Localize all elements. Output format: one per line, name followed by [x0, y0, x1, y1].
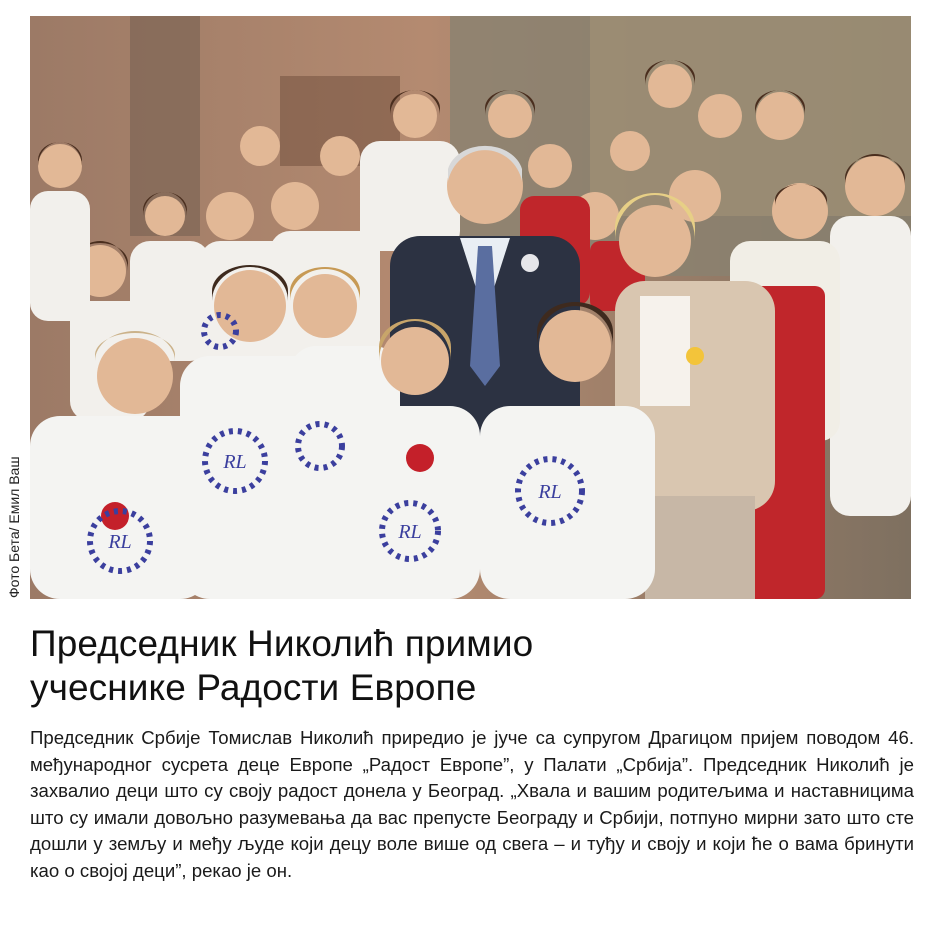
article-body: Председник Србије Томислав Николић приредио је јуче са супругом Драгицом пријем поводом 46. међународног сусрета деце Европе „Радост Европе”, у Палати „Србија”. Председник Николић је захвалио деци што су своју радост донела у Београд. „Хвала и вашим родитељима и наставницима што су имали довољно разумевања да вас препусте Београду и Србији, потпуно мирни зато што сте дошли у земљу и међу људе који децу воле више од свега – и туђу и своју и који ће о вама бринути као о својој деци”, рекао је он.: [30, 727, 914, 881]
shirt-logo-text: RL: [223, 451, 247, 473]
photo-credit: Фото Бета/ Емил Ваш: [6, 456, 22, 598]
article-headline: [30, 622, 910, 710]
news-photo: [30, 16, 911, 599]
shirt-logo-text: RL: [538, 481, 562, 503]
headline-line-1: Председник Николић примио: [30, 623, 534, 664]
shirt-logo-text: RL: [108, 531, 132, 553]
headline-line-2: учеснике Радости Европе: [30, 667, 477, 708]
shirt-logo-text: RL: [398, 521, 422, 543]
